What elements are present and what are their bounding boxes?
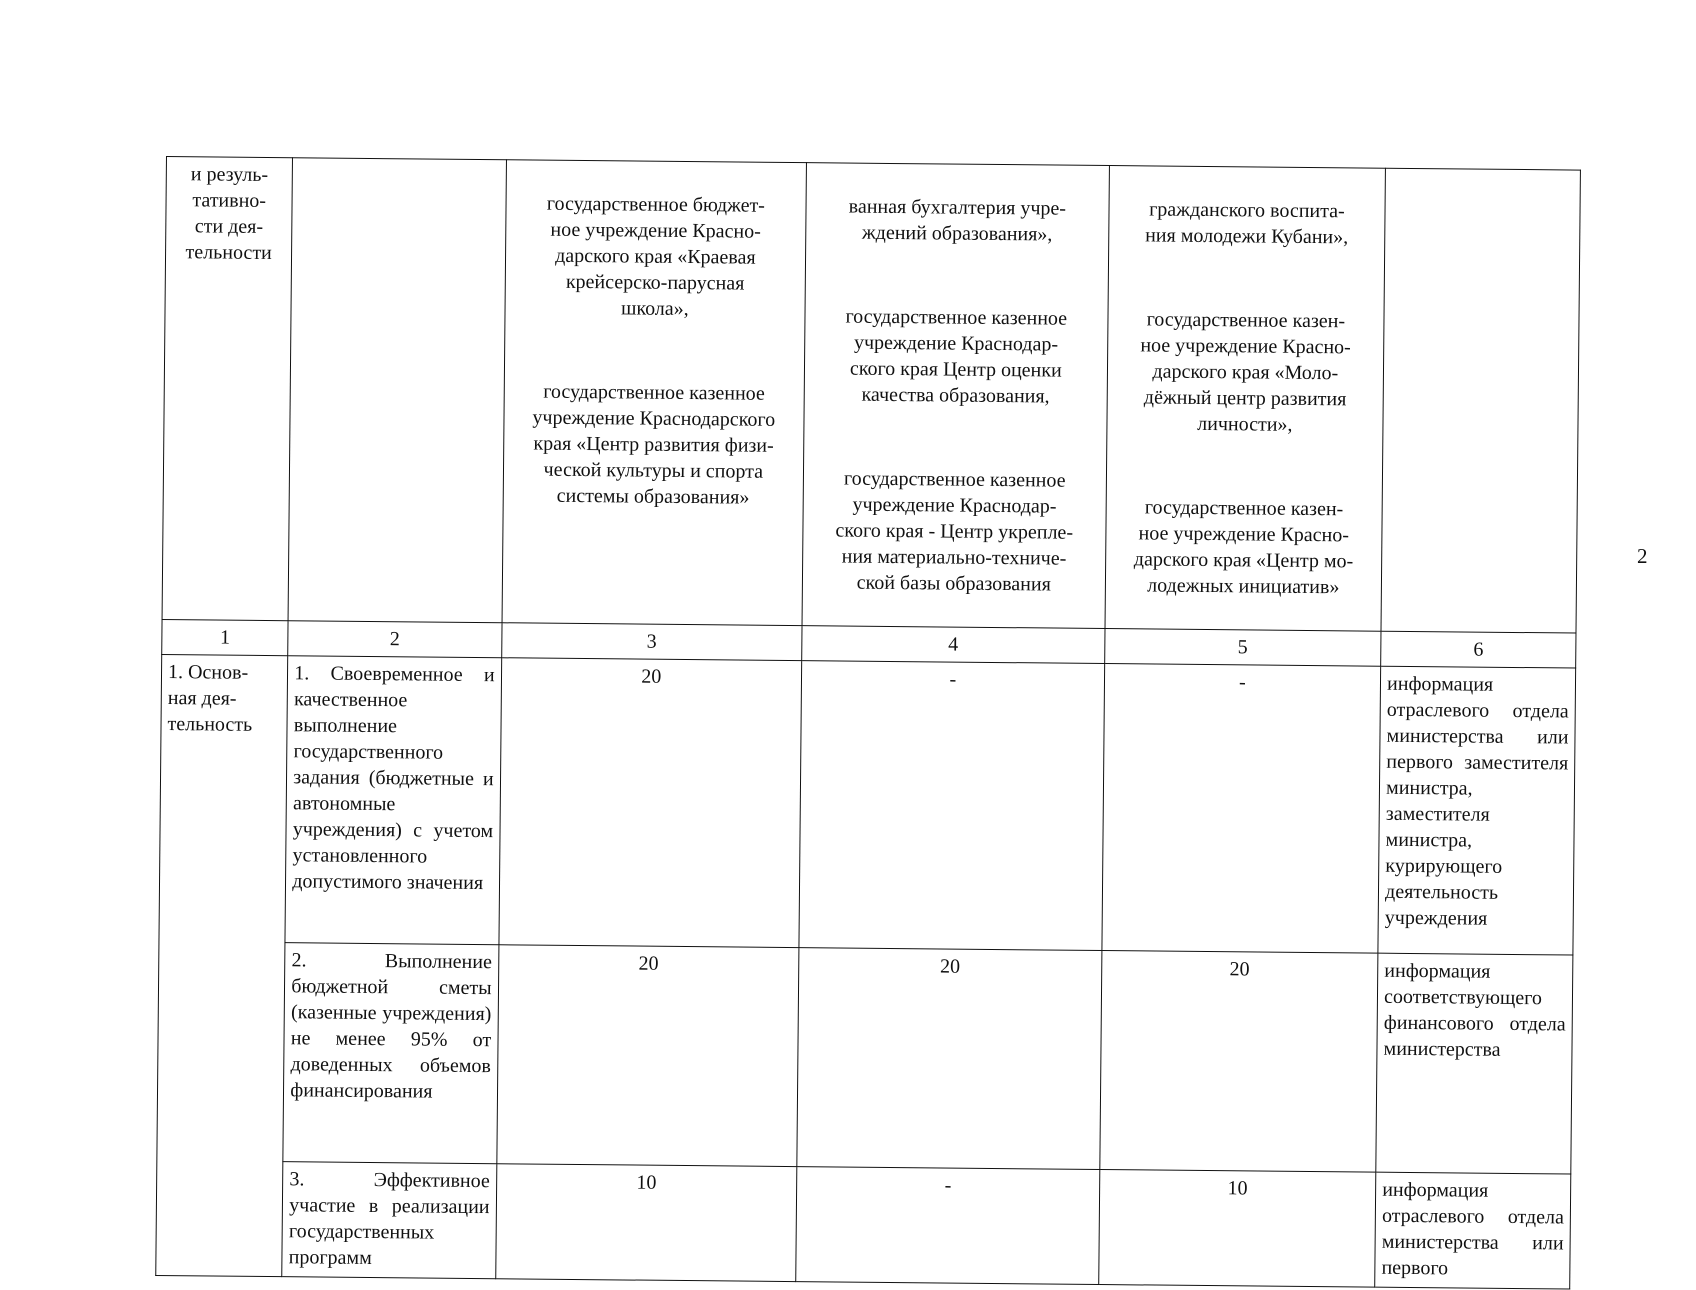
institution-name: государственное казен- ное учреждение Красно- дарского края «Моло- дёжный центр развития личности», [1140, 308, 1351, 436]
source-cell: информация соответствующего финансового отдела министерства [1376, 953, 1573, 1174]
column-number: 6 [1381, 631, 1576, 668]
criterion-cell: 3. Эффективное участие в реализации государственных программ [282, 1162, 496, 1279]
table-row [159, 654, 1576, 955]
table-row [156, 1160, 1571, 1289]
score-cell: 20 [496, 945, 799, 1167]
source-cell: информация отраслевого отдела министерства или первого [1375, 1172, 1571, 1289]
column-number: 3 [501, 623, 802, 661]
institution-name: государственное казенное учреждение Краснодар- ского края - Центр укрепле- ния материально-техниче- ской базы образования [835, 467, 1074, 596]
column-number: 5 [1104, 629, 1381, 667]
score-cell: 20 [499, 658, 802, 948]
column-number: 4 [802, 626, 1105, 664]
column-number: 2 [288, 621, 502, 658]
score-cell: 20 [1099, 951, 1378, 1173]
institution-name: государственное бюджет- ное учреждение Красно- дарского края «Краевая крейсерско-парусная школа», [546, 192, 766, 321]
header-cell-criterion-group: и резуль- тативно- сти дея- тельности [162, 157, 293, 621]
column-number: 1 [162, 619, 289, 655]
institution-name: государственное казен- ное учреждение Красно- дарского края «Центр мо- лодежных инициатив» [1133, 496, 1354, 599]
header-cell-source [1381, 168, 1580, 633]
institution-name: гражданского воспита- ния молодежи Кубани», [1145, 198, 1349, 249]
institution-name: ванная бухгалтерия учре- ждений образования», [848, 195, 1067, 246]
score-cell: - [799, 661, 1104, 951]
header-cell-empty [288, 158, 506, 623]
score-cell: 10 [1098, 1170, 1376, 1288]
score-cell: - [1102, 664, 1381, 954]
header-cell-institutions-group-2 [802, 163, 1109, 629]
score-cell: - [796, 1167, 1100, 1285]
institution-name: государственное казенное учреждение Краснодарского края «Центр развития физи- ческой культуры и спорта системы образования» [532, 380, 776, 509]
page-number: 2 [1637, 544, 1648, 568]
header-cell-institutions-group-3 [1105, 166, 1386, 632]
header-cell-institutions-group-1 [502, 160, 807, 626]
criteria-table [155, 156, 1581, 1290]
table-header-row [162, 157, 1580, 634]
table-row [157, 941, 1573, 1174]
criterion-cell: 2. Выполнение бюджетной сметы (казенные учреждения) не менее 95% от доведенных объемов финансирования [283, 943, 498, 1164]
source-cell: информация отраслевого отдела министерства или первого заместителя министра, заместителя министра, курирующего деятельность учреждения [1378, 666, 1576, 955]
score-cell: 20 [797, 948, 1102, 1170]
section-title-cell: 1. Основ- ная дея- тельность [156, 654, 288, 1276]
criterion-cell: 1. Своевременное и качественное выполнение государственного задания (бюджетные и автономные учреждения) с учетом установленного допустимого значения [285, 656, 501, 945]
institution-name: государственное казенное учреждение Краснодар- ского края Центр оценки качества образования, [845, 305, 1068, 408]
score-cell: 10 [495, 1164, 797, 1282]
